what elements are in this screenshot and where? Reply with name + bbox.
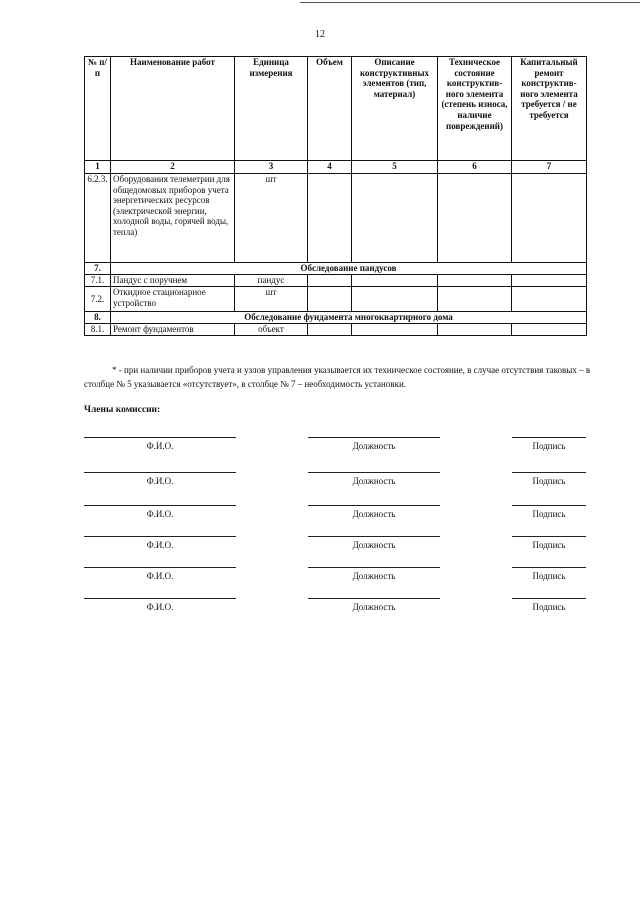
signature-line	[512, 505, 586, 506]
fio-label: Ф.И.О.	[146, 540, 174, 550]
signature-row	[0, 437, 640, 457]
condition-cell	[438, 275, 512, 287]
fio-label: Ф.И.О.	[146, 509, 174, 519]
signature-line	[512, 598, 586, 599]
column-number: 4	[308, 161, 352, 174]
repair-cell	[512, 287, 587, 312]
scan-edge-line	[300, 2, 640, 3]
signature-label: Подпись	[532, 476, 566, 486]
fio-line	[84, 567, 236, 568]
signature-label: Подпись	[532, 602, 566, 612]
repair-cell	[512, 174, 587, 263]
position-label: Должность	[352, 476, 396, 486]
repair-cell	[512, 275, 587, 287]
section-row	[85, 312, 587, 324]
position-line	[308, 437, 440, 438]
row-number: 6.2.3.	[85, 174, 111, 263]
position-line	[308, 598, 440, 599]
column-number: 6	[438, 161, 512, 174]
unit-cell: шт	[235, 174, 308, 263]
signature-label: Подпись	[532, 509, 566, 519]
position-line	[308, 536, 440, 537]
signature-row	[0, 472, 640, 492]
header-cell: Капитальный ремонт конструктив-ного элемента требуется / не требуется	[512, 57, 587, 161]
header-cell: Техническое состояние конструктив-ного элемента (степень износа, наличие повреждений)	[438, 57, 512, 161]
volume-cell	[308, 324, 352, 336]
condition-cell	[438, 287, 512, 312]
description-cell	[352, 174, 438, 263]
description-cell	[352, 287, 438, 312]
header-cell: Единица измерения	[235, 57, 308, 161]
signature-label: Подпись	[532, 571, 566, 581]
row-number: 7.1.	[85, 275, 111, 287]
fio-line	[84, 505, 236, 506]
header-cell: Описание конструктивных элементов (тип, материал)	[352, 57, 438, 161]
commission-title: Члены комиссии:	[84, 405, 161, 415]
page-number: 12	[315, 29, 325, 40]
column-number: 7	[512, 161, 587, 174]
position-label: Должность	[352, 571, 396, 581]
fio-line	[84, 437, 236, 438]
position-label: Должность	[352, 509, 396, 519]
row-number: 7.2.	[85, 287, 111, 312]
table-header-row	[85, 57, 587, 161]
position-label: Должность	[352, 441, 396, 451]
position-line	[308, 472, 440, 473]
signature-row	[0, 505, 640, 525]
signature-row	[0, 536, 640, 556]
work-name: Откидное стационарное устройство	[111, 287, 235, 312]
volume-cell	[308, 287, 352, 312]
signature-row	[0, 567, 640, 587]
section-title: Обследование фундамента многоквартирного дома	[111, 312, 587, 324]
header-cell: Объем	[308, 57, 352, 161]
signature-label: Подпись	[532, 540, 566, 550]
works-table	[84, 56, 587, 336]
row-number: 8.1.	[85, 324, 111, 336]
signature-line	[512, 472, 586, 473]
fio-label: Ф.И.О.	[146, 571, 174, 581]
volume-cell	[308, 275, 352, 287]
fio-line	[84, 536, 236, 537]
work-name: Ремонт фундаментов	[111, 324, 235, 336]
condition-cell	[438, 174, 512, 263]
fio-label: Ф.И.О.	[146, 441, 174, 451]
signature-label: Подпись	[532, 441, 566, 451]
unit-cell: шт	[235, 287, 308, 312]
work-name: Пандус с поручнем	[111, 275, 235, 287]
condition-cell	[438, 324, 512, 336]
table-row	[85, 275, 587, 287]
work-name: Оборудования телеметрии для общедомовых приборов учета энергетических ресурсов (электрической энергии, холодной воды, горячей воды, тепла)	[111, 174, 235, 263]
description-cell	[352, 324, 438, 336]
signature-line	[512, 536, 586, 537]
description-cell	[352, 275, 438, 287]
table-row	[85, 174, 587, 263]
table-row	[85, 324, 587, 336]
signature-line	[512, 567, 586, 568]
position-label: Должность	[352, 540, 396, 550]
section-row	[85, 263, 587, 275]
column-number: 1	[85, 161, 111, 174]
volume-cell	[308, 174, 352, 263]
footnote-text: * - при наличии приборов учета и узлов управления указывается их техническое состояние, в случае отсутствия таковых – в столбце № 5 указывается «отсутствует», в столбце № 7 – необходимость установки.	[84, 365, 591, 389]
position-line	[308, 505, 440, 506]
section-number: 7.	[85, 263, 111, 275]
fio-line	[84, 598, 236, 599]
fio-label: Ф.И.О.	[146, 602, 174, 612]
table-row	[85, 287, 587, 312]
header-cell: № п/п	[85, 57, 111, 161]
fio-line	[84, 472, 236, 473]
unit-cell: объект	[235, 324, 308, 336]
column-number: 2	[111, 161, 235, 174]
column-number-row	[85, 161, 587, 174]
section-title: Обследование пандусов	[111, 263, 587, 275]
unit-cell: пандус	[235, 275, 308, 287]
position-label: Должность	[352, 602, 396, 612]
column-number: 5	[352, 161, 438, 174]
footnote	[84, 364, 604, 392]
fio-label: Ф.И.О.	[146, 476, 174, 486]
column-number: 3	[235, 161, 308, 174]
signature-line	[512, 437, 586, 438]
position-line	[308, 567, 440, 568]
header-cell: Наименование работ	[111, 57, 235, 161]
signature-row	[0, 598, 640, 618]
section-number: 8.	[85, 312, 111, 324]
repair-cell	[512, 324, 587, 336]
